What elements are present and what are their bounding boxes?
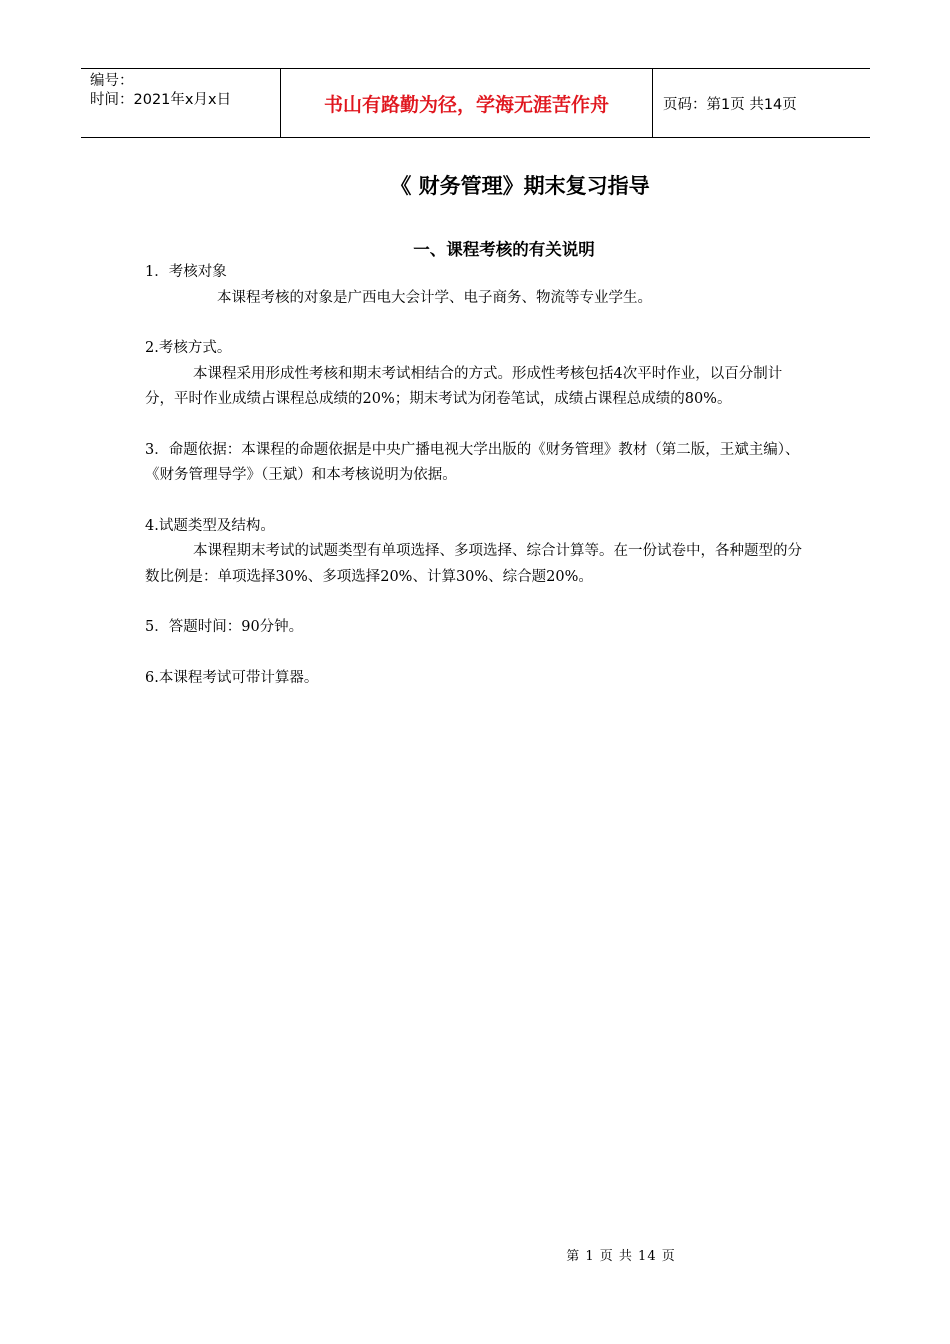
page-label: 页码：第1页 共14页 <box>663 96 797 113</box>
item1-heading: 1．考核对象 <box>145 264 227 280</box>
item6-text: 6.本课程考试可带计算器。 <box>145 669 319 686</box>
spacer <box>145 413 810 438</box>
date-label: 时间：2021年x月x日 <box>90 92 232 108</box>
spacer <box>145 590 810 615</box>
item1-text: 本课程考核的对象是广西电大会计学、电子商务、物流等专业学生。 <box>217 289 652 306</box>
document-body <box>145 260 810 691</box>
item3-text: 3．命题依据：本课程的命题依据是中央广播电视大学出版的《财务管理》教材（第二版，王斌主编）、《财务管理导学》（王斌）和本考核说明为依据。 <box>145 441 800 483</box>
document-title: 《 财务管理》期末复习指导 <box>390 174 650 198</box>
spacer <box>145 641 810 666</box>
header-left-cell <box>81 69 281 137</box>
motto: 书山有路勤为径，学海无涯苦作舟 <box>281 69 653 137</box>
spacer <box>145 311 810 336</box>
section-heading: 一、课程考核的有关说明 <box>413 240 595 259</box>
item4-heading: 4.试题类型及结构。 <box>145 517 275 534</box>
item2-heading: 2.考核方式。 <box>145 340 232 356</box>
header-table <box>81 68 870 138</box>
page-footer: 第 1 页 共 14 页 <box>566 1249 676 1264</box>
spacer <box>145 489 810 514</box>
number-label: 编号： <box>90 73 134 89</box>
item2-text: 本课程采用形成性考核和期末考试相结合的方式。形成性考核包括4次平时作业，以百分制计分，平时作业成绩占课程总成绩的20%；期末考试为闭卷笔试，成绩占课程总成绩的80%。 <box>145 365 783 407</box>
item5-text: 5．答题时间：90分钟。 <box>145 619 304 635</box>
item4-text: 本课程期末考试的试题类型有单项选择、多项选择、综合计算等。在一份试卷中，各种题型的分数比例是：单项选择30%、多项选择20%、计算30%、综合题20%。 <box>145 543 802 585</box>
